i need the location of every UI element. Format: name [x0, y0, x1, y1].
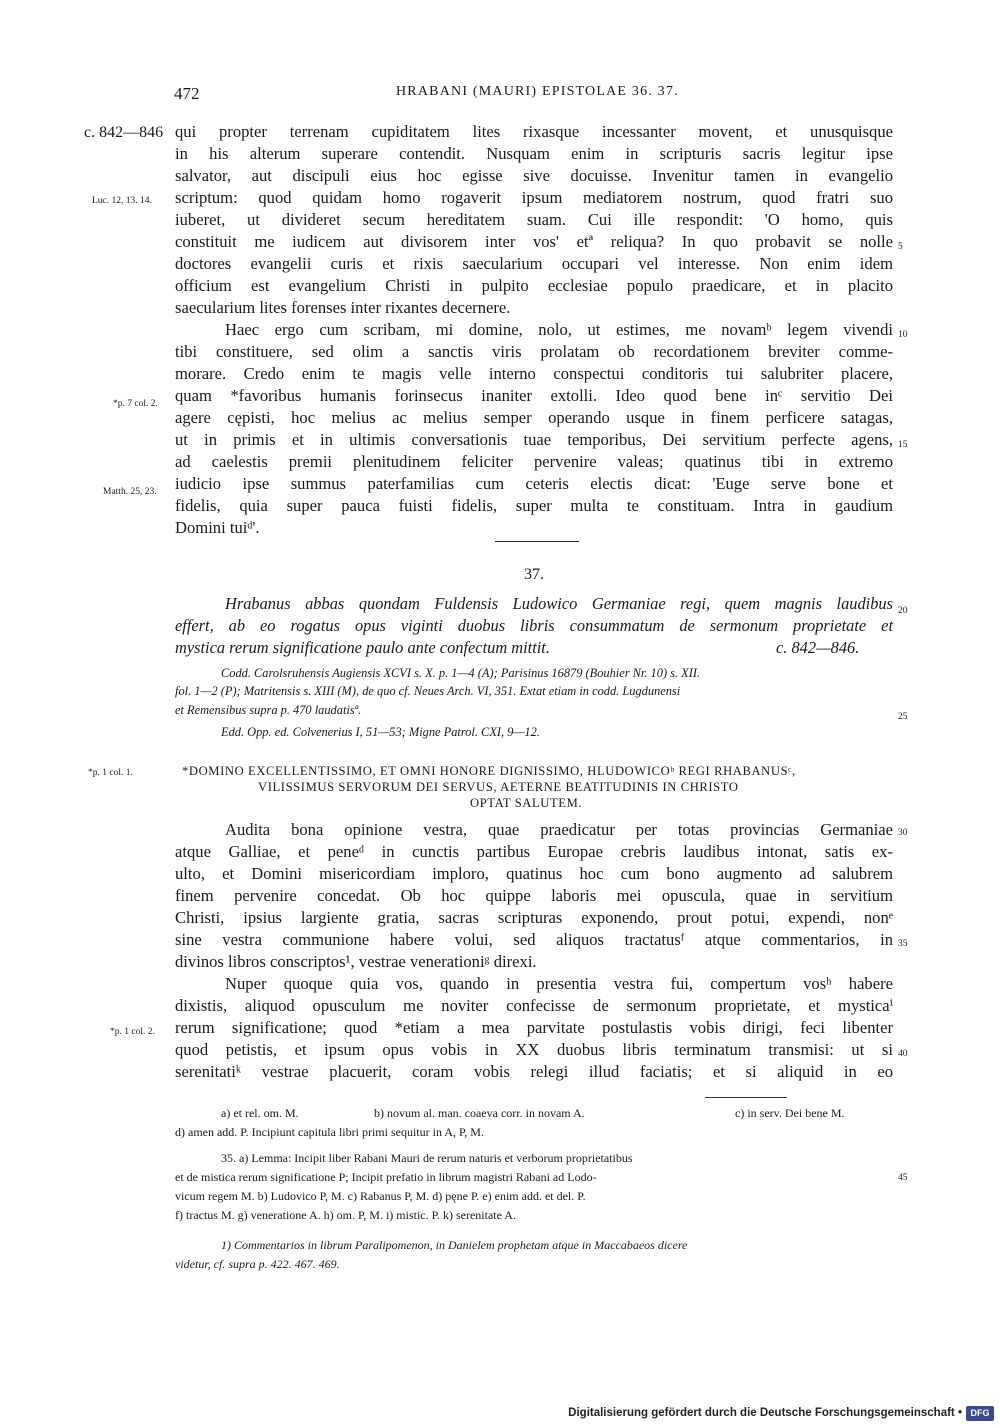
letter-number: 37. — [524, 566, 544, 583]
text-line: in his alterum superare contendit. Nusquam enim in scripturis sacris legitur ipse — [175, 144, 893, 163]
text-line: quam *favoribus humanis forinsecus inaniter extolli. Ideo quod bene inᶜ servitio Dei — [175, 386, 893, 405]
text-line: divinos libros conscriptos¹, vestrae venerationiᵍ direxi. — [175, 952, 537, 971]
salutation-line: *DOMINO EXCELLENTISSIMO, ET OMNI HONORE DIGNISSIMO, HLUDOWICOᵇ REGI RHABANUSᶜ, — [182, 764, 796, 778]
text-line: doctores evangelii curis et rixis saecularium occupari vel interesse. Non enim idem — [175, 254, 893, 273]
margin-ref-page: *p. 7 col. 2. — [113, 399, 158, 409]
footnote: f) tractus M. g) veneratione A. h) om. P, M. i) mistic. P. k) serenitate A. — [175, 1208, 516, 1222]
text-line: ulto, et Domini misericordiam imploro, quatinus hoc cum bono augmento ad salubrem — [175, 864, 893, 883]
summary-line: effert, ab eo rogatus opus viginti duobus libris consummatum de sermonum proprietate et — [175, 616, 893, 635]
margin-ref-page: *p. 1 col. 1. — [88, 768, 133, 778]
codices-line: et Remensibus supra p. 470 laudatisª. — [175, 703, 362, 717]
salutation-line: OPTAT SALUTEM. — [470, 796, 583, 810]
footnote: vicum regem M. b) Ludovico P, M. c) Rabanus P, M. d) pęne P. e) enim add. et del. P. — [175, 1189, 586, 1203]
footnote: 35. a) Lemma: Incipit liber Rabani Mauri de rerum naturis et verborum proprietatibus — [221, 1151, 633, 1165]
salutation-line: VILISSIMUS SERVORUM DEI SERVUS, AETERNE BEATITUDINIS IN CHRISTO — [258, 780, 739, 794]
summary-line: mystica rerum significatione paulo ante confectum mittit. — [175, 638, 550, 657]
text-line: tibi constituere, sed olim a sanctis viris prolatam ob recordationem breviter comme- — [175, 342, 893, 361]
footnote: et de mistica rerum significatione P; Incipit prefatio in librum magistri Rabani ad Lodo- — [175, 1170, 597, 1184]
margin-date: c. 842—846 — [84, 124, 164, 141]
text-line: salvator, aut discipuli eius hoc egisse sive docuisse. Invenitur tamen in evangelio — [175, 166, 893, 185]
footnote: b) novum al. man. coaeva corr. in novam A. — [374, 1106, 585, 1120]
editions-line: Edd. Opp. ed. Colvenerius I, 51—53; Migne Patrol. CXI, 9—12. — [221, 725, 540, 739]
text-line: saecularium lites forenses inter rixantes decernere. — [175, 298, 511, 317]
running-head: HRABANI (MAURI) EPISTOLAE 36. 37. — [396, 84, 679, 99]
footnote: a) et rel. om. M. — [221, 1106, 299, 1120]
text-line: Christi, ipsius largiente gratia, sacras scripturas exponendo, prout potui, expendi, nonᵉ — [175, 908, 893, 927]
text-line: Domini tuiᵈ'. — [175, 518, 260, 537]
text-line: scriptum: quod quidam homo rogaverit ipsum mediatorem nostrum, quod fratri suo — [175, 188, 893, 207]
summary-date: c. 842—846. — [776, 638, 860, 657]
footnote-divider — [705, 1097, 787, 1098]
text-line: constituit me iudicem aut divisorem inter vos' etª reliqua? In quo probavit se nolle — [175, 232, 893, 251]
footnote: d) amen add. P. Incipiunt capitula libri primi sequitur in A, P, M. — [175, 1125, 484, 1139]
text-line: ut in primis et in ultimis conversationis tuae temporibus, Dei servitium perfecte agens, — [175, 430, 893, 449]
line-number: 10 — [898, 330, 908, 340]
text-line: Haec ergo cum scribam, mi domine, nolo, ut estimes, me novamᵇ legem vivendi — [225, 320, 893, 339]
line-number: 45 — [898, 1173, 908, 1183]
text-line: dixistis, aliquod opusculum me noviter confecisse de sermonum proprietate, et mysticaⁱ — [175, 996, 893, 1015]
text-line: finem pervenire concedat. Ob hoc quippe laboris mei opuscula, quae in servitium — [175, 886, 893, 905]
page-number: 472 — [174, 84, 200, 103]
footnote: c) in serv. Dei bene M. — [735, 1106, 845, 1120]
text-line: iudicio ipse summus paterfamilias cum ceteris electis dicat: 'Euge serve bone et — [175, 474, 893, 493]
line-number: 35 — [898, 939, 908, 949]
text-line: rerum significatione; quod *etiam a mea parvitate postulastis vobis dirigi, feci libenter — [175, 1018, 893, 1037]
digitization-credit: Digitalisierung gefördert durch die Deutsche Forschungsgemeinschaft • — [568, 1407, 962, 1419]
line-number: 25 — [898, 712, 908, 722]
line-number: 5 — [898, 242, 903, 252]
text-line: Audita bona opinione vestra, quae praedicatur per totas provincias Germaniae — [225, 820, 893, 839]
codices-line: Codd. Carolsruhensis Augiensis XCVI s. X. p. 1—4 (A); Parisinus 16879 (Bouhier Nr. 10) s. XII. — [221, 666, 701, 680]
text-line: morare. Credo enim te magis velle interno conspectui conditoris tui salubriter placere, — [175, 364, 893, 383]
text-line: officium est evangelium Christi in pulpito ecclesiae populo praedicare, et in placito — [175, 276, 893, 295]
margin-ref-matth: Matth. 25, 23. — [103, 487, 157, 497]
line-number: 20 — [898, 606, 908, 616]
line-number: 30 — [898, 828, 908, 838]
section-divider — [495, 541, 579, 542]
text-line: qui propter terrenam cupiditatem lites rixasque incessanter movent, et unusquisque — [175, 122, 893, 141]
text-line: ad caelestis premii plenitudinem feliciter pervenire valeas; quatinus tibi in extremo — [175, 452, 893, 471]
text-line: atque Galliae, et peneᵈ in cunctis partibus Europae crebris laudibus intonat, satis ex- — [175, 842, 893, 861]
text-line: serenitatiᵏ vestrae placuerit, coram vobis relegi illud faciatis; et si aliquid in eo — [175, 1062, 893, 1081]
footnote-numbered: videtur, cf. supra p. 422. 467. 469. — [175, 1257, 340, 1271]
text-line: Nuper quoque quia vos, quando in presentia vestra fui, compertum vosʰ habere — [225, 974, 893, 993]
margin-ref-luc: Luc. 12, 13. 14. — [92, 196, 152, 206]
line-number: 15 — [898, 440, 908, 450]
summary-line: Hrabanus abbas quondam Fuldensis Ludowico Germaniae regi, quem magnis laudibus — [225, 594, 893, 613]
text-line: sine vestra communione habere volui, sed aliquos tractatusᶠ atque commentarios, in — [175, 930, 893, 949]
line-number: 40 — [898, 1049, 908, 1059]
text-line: fidelis, quia super pauca fuisti fidelis, super multa te constituam. Intra in gaudium — [175, 496, 893, 515]
text-line: iuberet, ut divideret secum hereditatem suam. Cui ille respondit: 'O homo, quis — [175, 210, 893, 229]
margin-ref-page: *p. 1 col. 2. — [110, 1027, 155, 1037]
text-line: quod petistis, et ipsum opus vobis in XX duobus libris terminatum transmisi: ut si — [175, 1040, 893, 1059]
footnote-numbered: 1) Commentarios in librum Paralipomenon, in Danielem prophetam atque in Maccabaeos dicere — [221, 1238, 688, 1252]
codices-line: fol. 1—2 (P); Matritensis s. XIII (M), de quo cf. Neues Arch. VI, 351. Extat etiam in codd. Lugdunensi — [175, 684, 681, 698]
dfg-logo: DFG — [966, 1406, 994, 1421]
text-line: agere cępisti, hoc melius ac melius semper operando usque in finem perficere satagas, — [175, 408, 893, 427]
